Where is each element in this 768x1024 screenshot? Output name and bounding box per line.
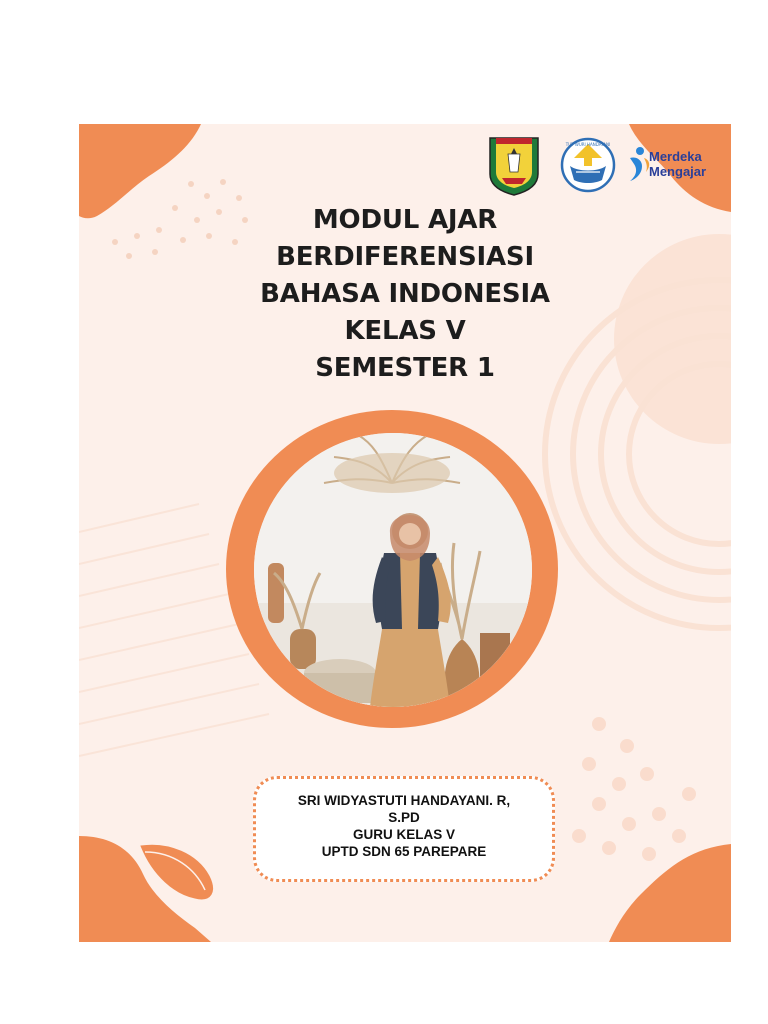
title-line-2: BERDIFERENSIASI	[276, 242, 534, 272]
merdeka-mengajar-wordmark	[649, 149, 706, 179]
cover-page	[79, 124, 731, 942]
author-role: GURU KELAS V	[352, 827, 455, 842]
module-title	[79, 202, 731, 387]
tut-wuri-handayani-icon	[556, 136, 620, 198]
bottom-right-blob	[609, 844, 731, 942]
author-name: SRI WIDYASTUTI HANDAYANI. R,	[297, 793, 511, 808]
author-school: UPTD SDN 65 PAREPARE	[321, 844, 487, 859]
svg-text:TUT WURI HANDAYANI: TUT WURI HANDAYANI	[565, 142, 611, 147]
author-degree: S.PD	[388, 810, 420, 825]
mengajar-text: Mengajar	[649, 164, 707, 179]
title-line-3: BAHASA INDONESIA	[260, 279, 550, 309]
dot-pattern-bottom	[572, 717, 696, 861]
author-info-box	[253, 776, 555, 882]
merdeka-text: Merdeka	[649, 149, 702, 164]
parepare-emblem-icon	[488, 134, 540, 200]
title-line-5: SEMESTER 1	[315, 353, 495, 383]
title-line-4: KELAS V	[344, 316, 466, 346]
title-line-1: MODUL AJAR	[312, 205, 498, 235]
author-photo	[254, 433, 532, 707]
